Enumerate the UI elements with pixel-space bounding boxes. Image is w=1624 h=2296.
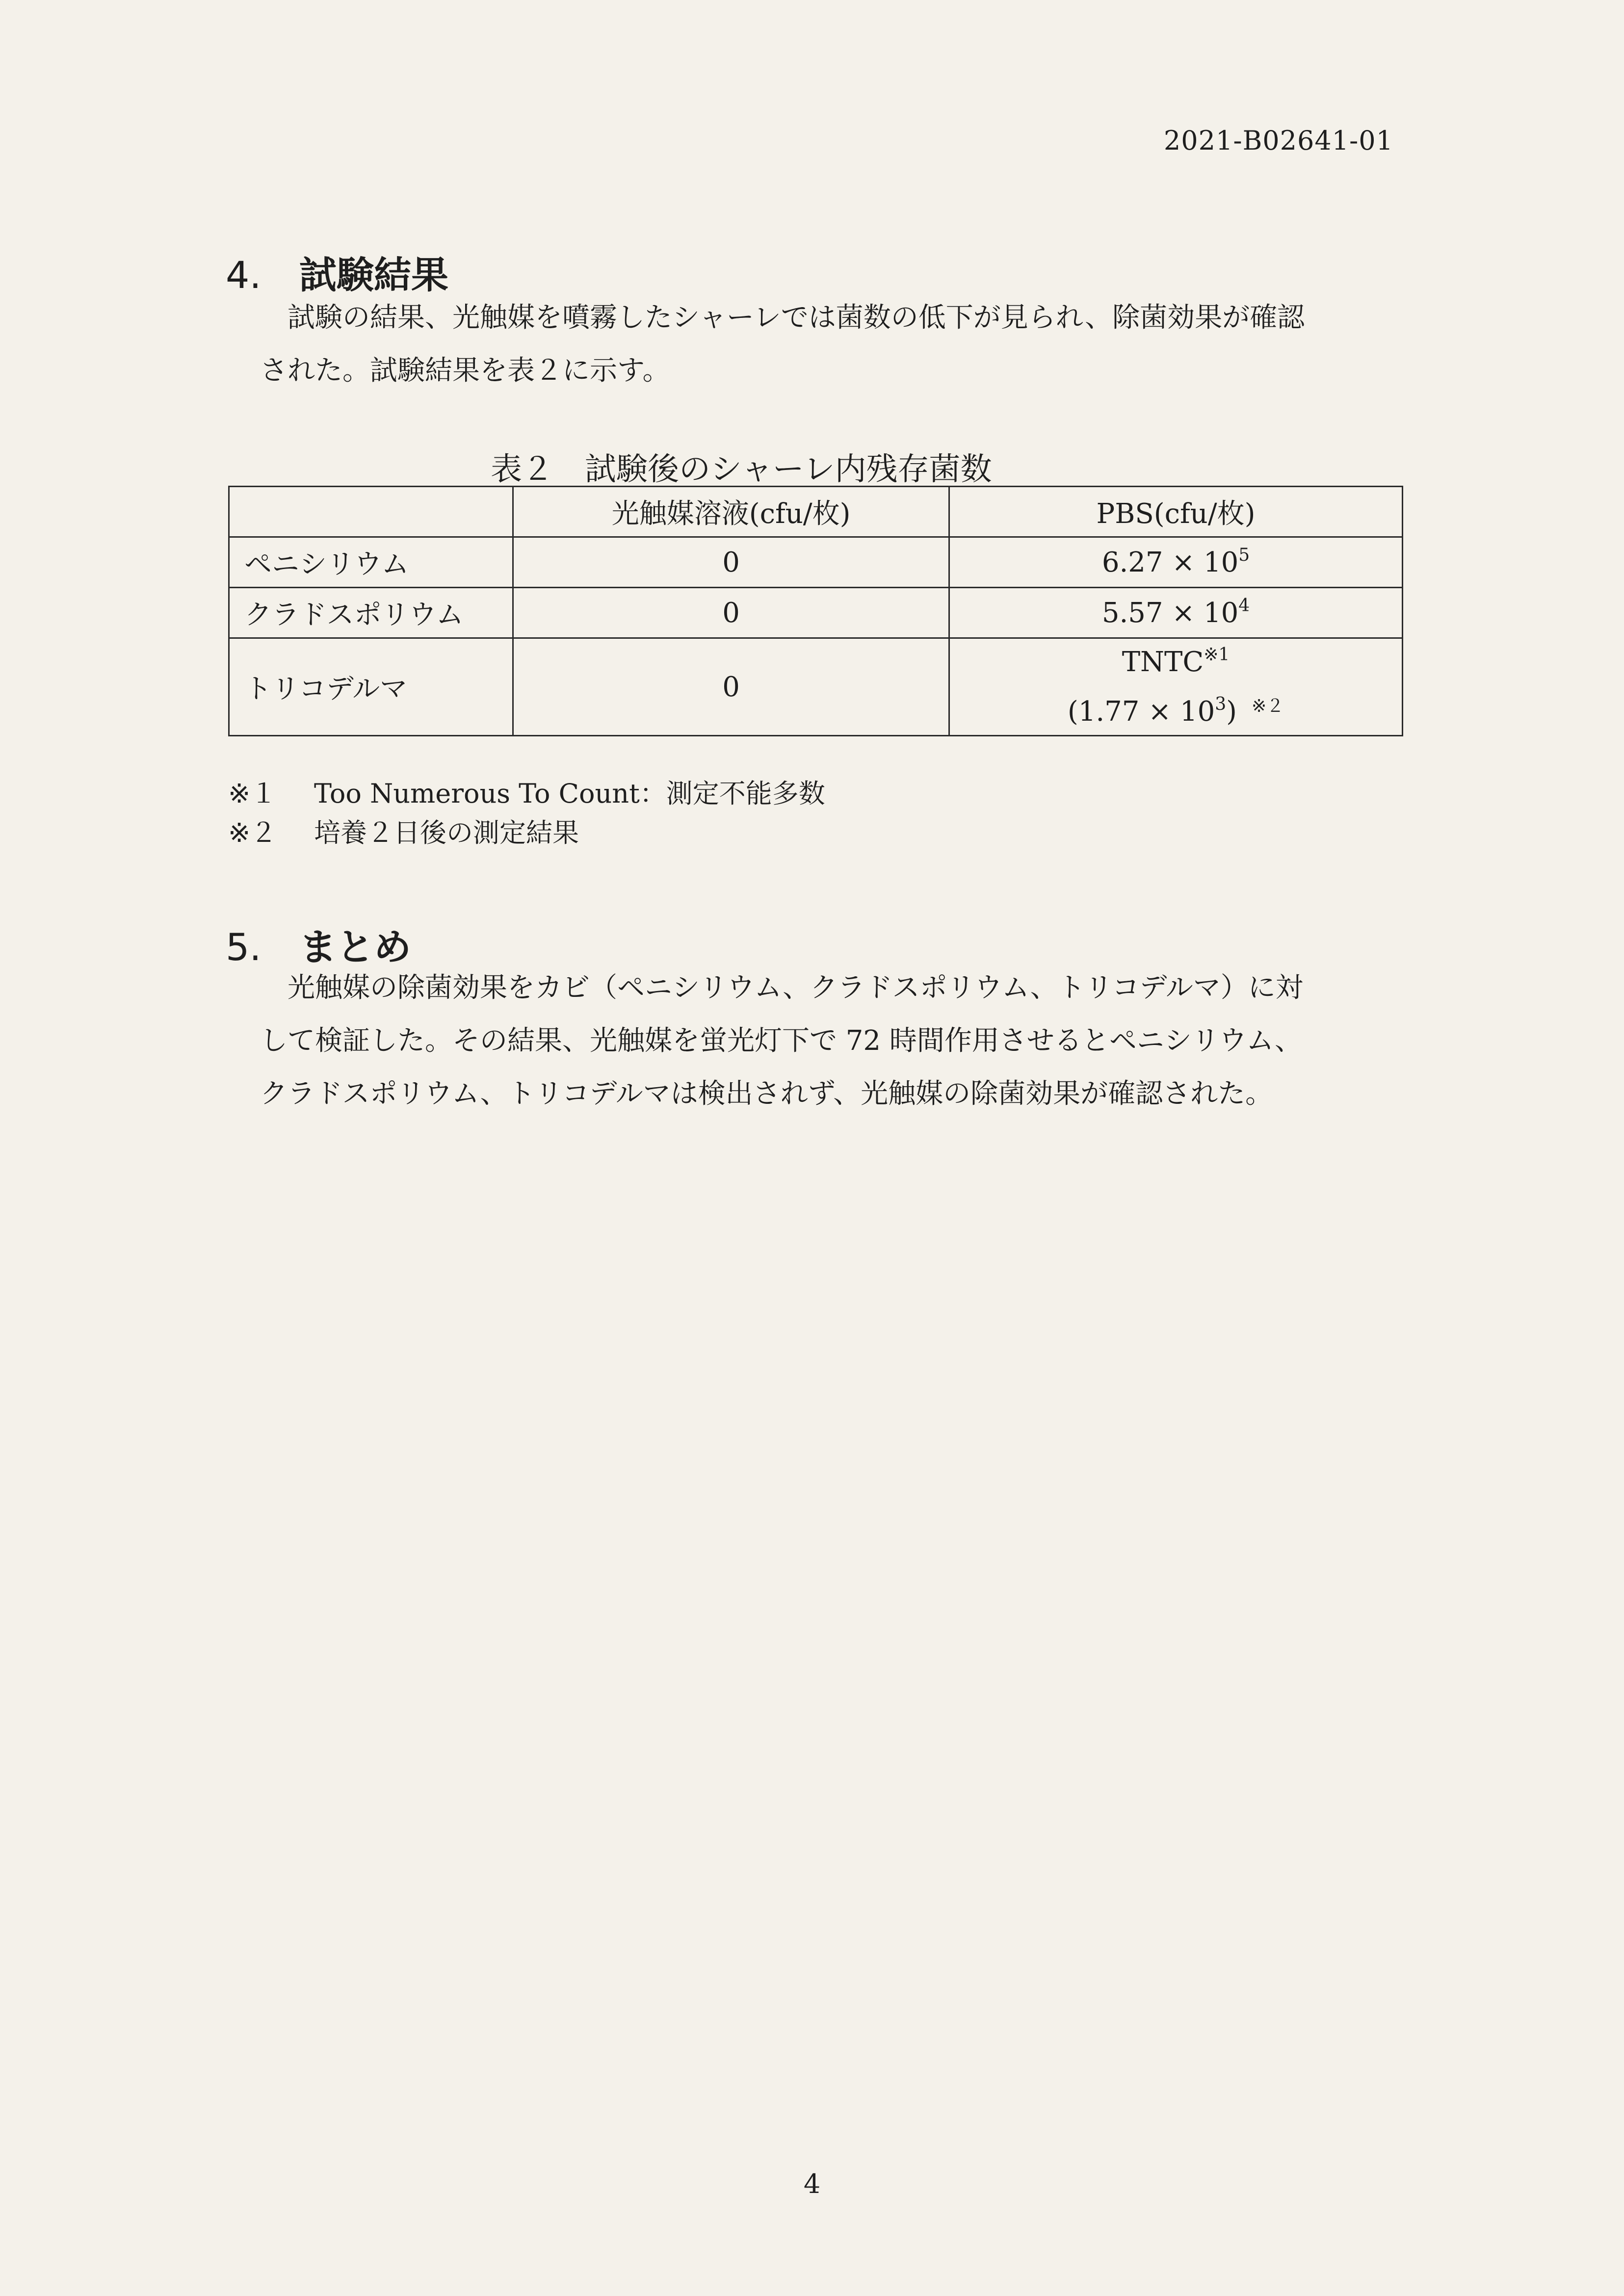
row-name-cell: トリコデルマ [229, 638, 513, 736]
footnote-mark: ※２ [228, 817, 277, 848]
header-cell-photocatalyst: 光触媒溶液(cfu/枚) [513, 487, 949, 537]
sub-value-open: (1.77 × 10 [1067, 695, 1215, 728]
photocatalyst-value-cell: 0 [513, 638, 949, 736]
paragraph-line: 光触媒の除菌効果をカビ（ペニシリウム、クラドスポリウム、トリコデルマ）に対 [288, 972, 1303, 1004]
photocatalyst-value-cell: 0 [513, 537, 949, 588]
pbs-value-base: 5.57 × 10 [1101, 597, 1239, 629]
pbs-value-cell [949, 588, 1403, 638]
sub-value-close: ) [1226, 695, 1237, 728]
table-header-row [229, 487, 1403, 537]
row-name-cell: クラドスポリウム [229, 588, 513, 638]
sub-value-note-mark: ※２ [1251, 696, 1284, 716]
section-4-paragraph [260, 291, 1408, 397]
table-caption: 表２ 試験後のシャーレ内残存菌数 [491, 451, 992, 488]
table-row [229, 638, 1403, 736]
pbs-value-base: 6.27 × 10 [1101, 546, 1239, 578]
section-4-heading [226, 245, 448, 299]
table-row [229, 588, 1403, 638]
page-number: 4 [803, 2168, 821, 2199]
section-4-title: 試験結果 [299, 253, 448, 297]
table-row [229, 537, 1403, 588]
tntc-note-mark: ※1 [1204, 644, 1230, 665]
footnote-text: 培養２日後の測定結果 [314, 817, 579, 848]
footnote [228, 773, 825, 810]
paragraph-line: クラドスポリウム、トリコデルマは検出されず、光触媒の除菌効果が確認された。 [260, 1078, 1273, 1110]
section-4-number: 4. [226, 253, 262, 297]
pbs-value-cell [949, 638, 1403, 736]
pbs-value-cell [949, 537, 1403, 588]
header-cell-empty [229, 487, 513, 537]
section-5-title: まとめ [299, 925, 411, 969]
results-table [228, 486, 1403, 736]
tntc-sub-line [960, 684, 1392, 734]
footnote-text: Too Numerous To Count：測定不能多数 [314, 778, 825, 809]
pbs-value-exponent: 5 [1238, 545, 1250, 565]
sub-value-exponent: 3 [1215, 694, 1227, 714]
section-5-paragraph [260, 962, 1408, 1121]
section-5-number: 5. [226, 925, 262, 969]
paragraph-line: して検証した。その結果、光触媒を蛍光灯下で 72 時間作用させるとペニシリウム、 [260, 1025, 1302, 1057]
pbs-value-exponent: 4 [1238, 595, 1250, 616]
row-name-cell: ペニシリウム [229, 537, 513, 588]
tntc-text: TNTC [1122, 646, 1204, 678]
header-cell-pbs: PBS(cfu/枚) [949, 487, 1403, 537]
footnote [228, 812, 579, 850]
tntc-line [960, 640, 1392, 684]
footnote-mark: ※１ [228, 778, 277, 809]
paragraph-line: 試験の結果、光触媒を噴霧したシャーレでは菌数の低下が見られ、除菌効果が確認 [288, 302, 1305, 334]
document-id: 2021-B02641-01 [1163, 125, 1393, 156]
paragraph-line: された。試験結果を表２に示す。 [260, 355, 670, 387]
photocatalyst-value-cell: 0 [513, 588, 949, 638]
